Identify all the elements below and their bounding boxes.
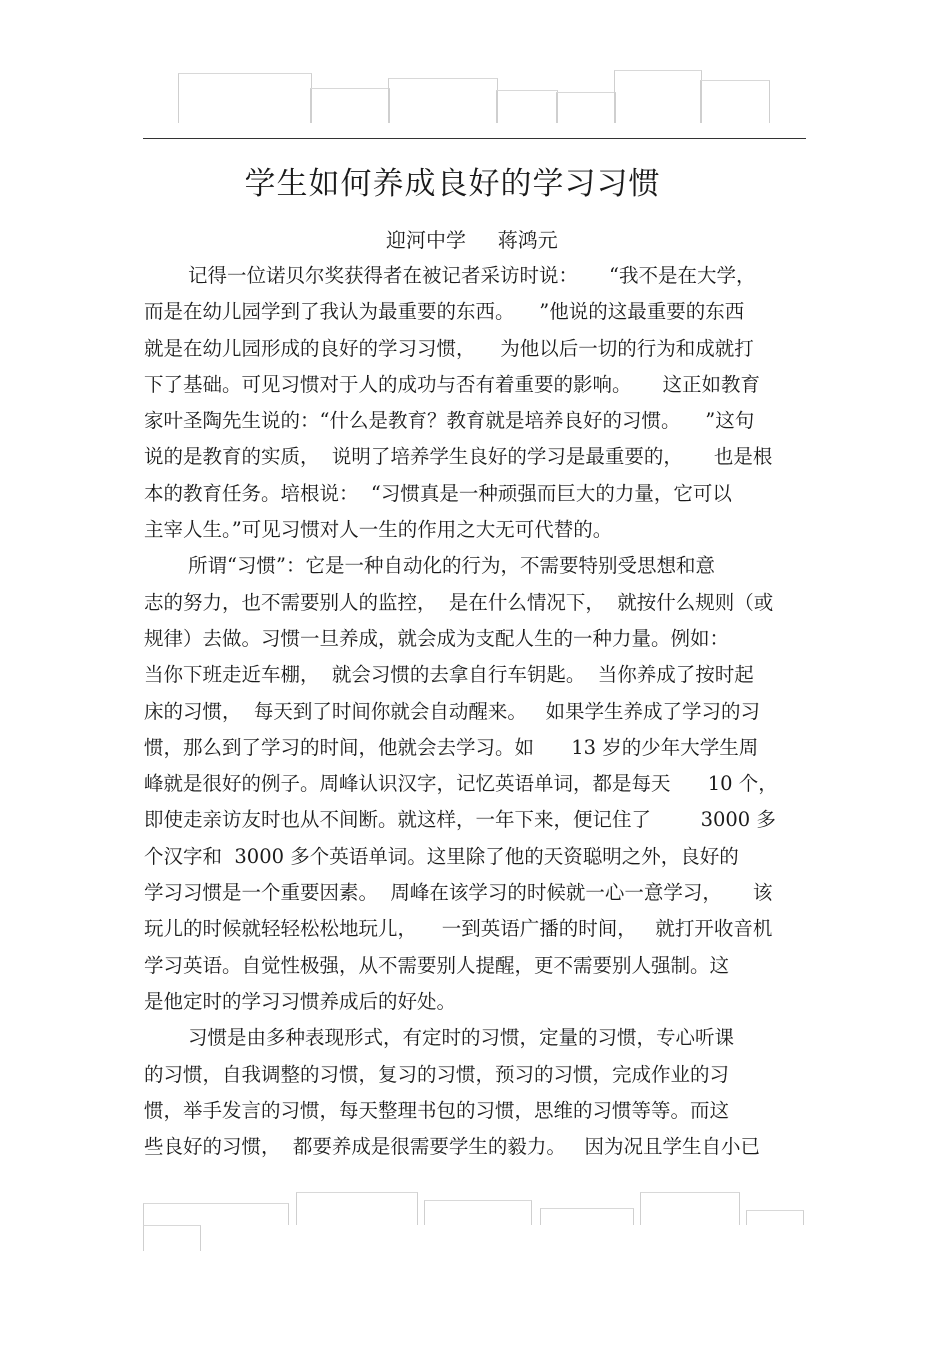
text-line: 峰就是很好的例子。周峰认识汉字，记忆英语单词，都是每天 10 个， bbox=[144, 772, 778, 796]
page-title: 学生如何养成良好的学习习惯 bbox=[244, 166, 661, 202]
text-line: 学习习惯是一个重要因素。 周峰在该学习的时候就一心一意学习， 该 bbox=[144, 881, 773, 905]
header-block bbox=[178, 73, 312, 123]
text-line: 个汉字和 3000 多个英语单词。这里除了他的天资聪明之外，良好的 bbox=[144, 844, 739, 868]
text-line: 记得一位诺贝尔奖获得者在被记者采访时说： “我不是在大学， bbox=[188, 264, 756, 287]
text-line: 是他定时的学习习惯养成后的好处。 bbox=[144, 989, 457, 1013]
text-line: 就是在幼儿园形成的良好的学习习惯， 为他以后一切的行为和成就打 bbox=[144, 336, 754, 360]
footer-block bbox=[143, 1203, 289, 1225]
text-line: 说的是教育的实质， 说明了培养学生良好的学习是最重要的， 也是根 bbox=[144, 445, 773, 469]
text-line: 惯，举手发言的习惯，每天整理书包的习惯，思维的习惯等等。而这 bbox=[144, 1098, 730, 1122]
text-line: 些良好的习惯， 都要养成是很需要学生的毅力。 因为况且学生自小已 bbox=[144, 1135, 760, 1159]
header-block bbox=[700, 80, 770, 123]
footer-block bbox=[424, 1200, 532, 1225]
text-line: 规律）去做。习惯一旦养成，就会成为支配人生的一种力量。例如： bbox=[144, 626, 730, 650]
text-line: 所谓“习惯”：它是一种自动化的行为，不需要特别受思想和意 bbox=[188, 554, 715, 578]
footer-block bbox=[746, 1210, 804, 1225]
header-block bbox=[556, 92, 616, 123]
text-line: 家叶圣陶先生说的：“什么是教育？教育就是培养良好的习惯。 ”这句 bbox=[144, 409, 755, 433]
text-line: 床的习惯， 每天到了时间你就会自动醒来。 如果学生养成了学习的习 bbox=[144, 699, 760, 723]
text-line: 习惯是由多种表现形式，有定时的习惯，定量的习惯，专心听课 bbox=[188, 1026, 735, 1050]
header-rule bbox=[143, 138, 806, 139]
header-block bbox=[310, 88, 390, 123]
text-line: 主宰人生。”可见习惯对人一生的作用之大无可代替的。 bbox=[144, 518, 613, 542]
text-line: 惯，那么到了学习的时间，他就会去学习。如 13 岁的少年大学生周 bbox=[144, 735, 759, 759]
header-block bbox=[388, 78, 498, 123]
footer-block bbox=[540, 1208, 634, 1225]
footer-block bbox=[143, 1225, 201, 1251]
text-line: 当你下班走近车棚， 就会习惯的去拿自行车钥匙。 当你养成了按时起 bbox=[144, 663, 754, 687]
text-line: 本的教育任务。培根说： “习惯真是一种顽强而巨大的力量，它可以 bbox=[144, 481, 732, 505]
text-line: 即使走亲访友时也从不间断。就这样，一年下来，便记住了 3000 多 bbox=[144, 808, 776, 832]
text-line: 玩儿的时候就轻轻松松地玩儿， 一到英语广播的时间， 就打开收音机 bbox=[144, 917, 773, 941]
author-line: 迎河中学 蒋鸿元 bbox=[386, 228, 558, 252]
header-block bbox=[614, 70, 702, 123]
header-block bbox=[496, 90, 558, 123]
text-line: 下了基础。可见习惯对于人的成功与否有着重要的影响。 这正如教育 bbox=[144, 372, 760, 396]
text-line: 而是在幼儿园学到了我认为最重要的东西。 ”他说的这最重要的东西 bbox=[144, 300, 745, 324]
document-body bbox=[144, 258, 806, 1165]
footer-block bbox=[296, 1192, 418, 1225]
text-line: 学习英语。自觉性极强，从不需要别人提醒，更不需要别人强制。这 bbox=[144, 953, 730, 977]
footer-block bbox=[640, 1192, 740, 1225]
text-line: 的习惯，自我调整的习惯，复习的习惯，预习的习惯，完成作业的习 bbox=[144, 1062, 730, 1086]
text-line: 志的努力，也不需要别人的监控， 是在什么情况下， 就按什么规则（或 bbox=[144, 590, 774, 614]
